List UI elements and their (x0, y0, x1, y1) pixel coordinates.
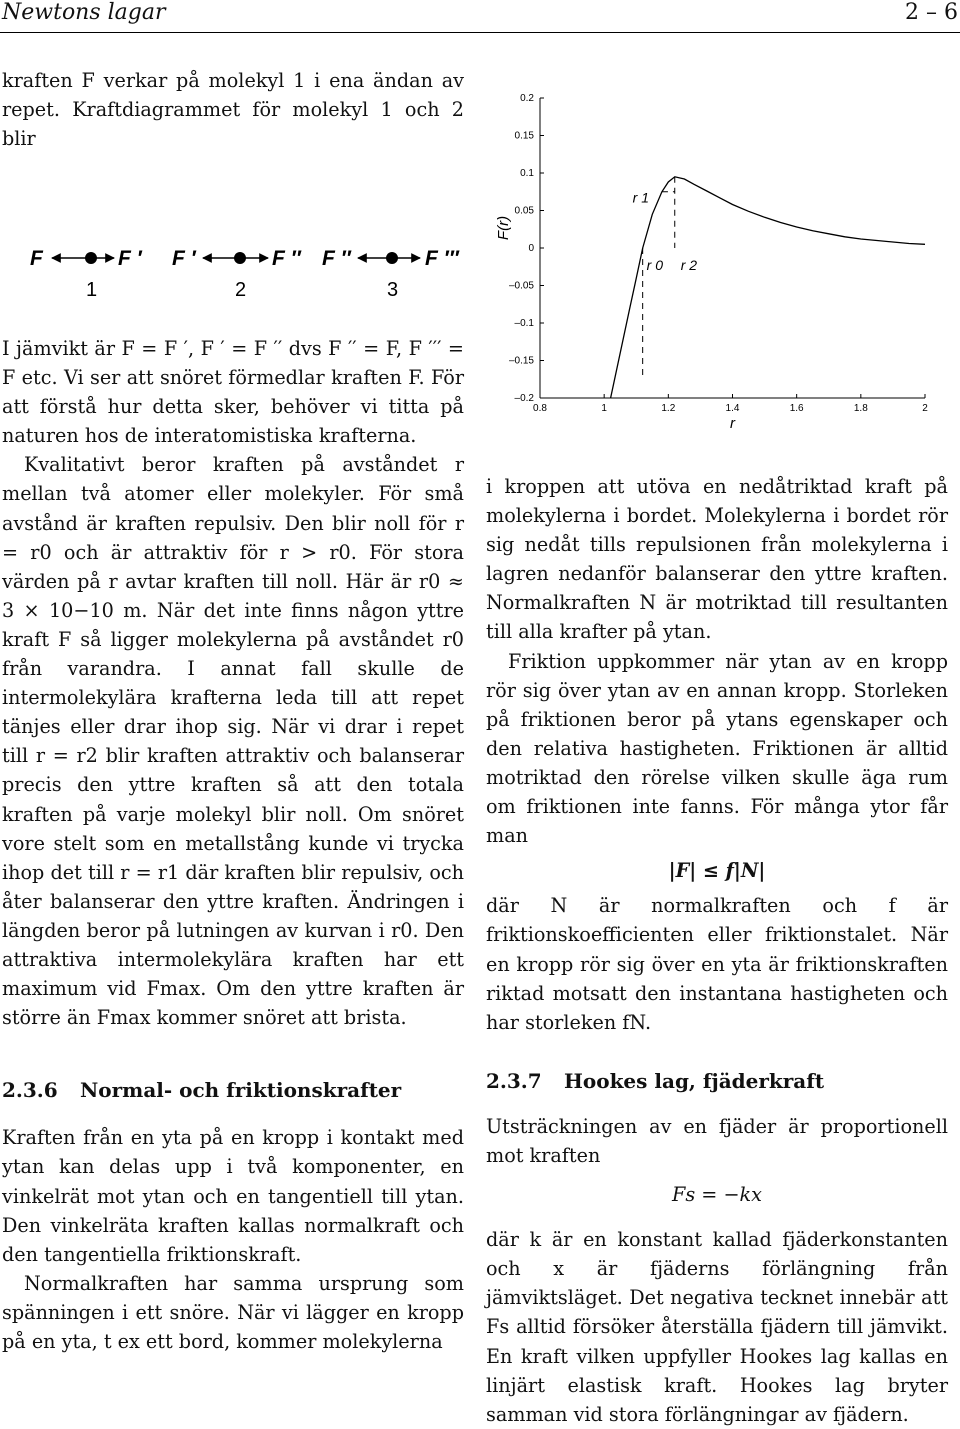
force-curve-line (611, 177, 925, 398)
molecule-2-dot (234, 252, 246, 264)
fbd-num-3: 3 (387, 279, 399, 301)
x-tick-label: 1 (601, 403, 607, 414)
section-title-2: Hookes lag, fjäderkraft (564, 1068, 825, 1093)
y-tick-label: –0.05 (508, 280, 534, 292)
section-title: Normal- och friktionskrafter (80, 1078, 402, 1103)
fbd-num-2: 2 (235, 279, 247, 301)
hooke-explanation-paragraph: där k är en konstant kallad fjäderkonstanten och x är fjäderns förlängning från jämviktsläget. Det negativa tecknet innebär att Fs alltid försöker återställa fjädern till jämvikt. En kraft vilken uppfyller Hookes lag kallas en linjärt elastisk kraft. Hookes lag bryter samman vid stora förlängningar av fjädern. (486, 1228, 948, 1426)
header-rule (0, 32, 960, 33)
y-axis-label: F(r) (495, 215, 512, 241)
left-column (2, 66, 464, 153)
y-tick-label: –0.1 (514, 318, 534, 329)
intro-text: kraften F verkar på molekyl 1 i ena ändan av repet. Kraftdiagrammet för molekyl 1 och 2 blir (2, 69, 464, 151)
hooke-intro-paragraph: Utsträckningen av en fjäder är proportionell mot kraften (486, 1114, 948, 1167)
annotation-r2: r 2 (680, 257, 698, 273)
table-molecules-paragraph: i kroppen att utöva en nedåtriktad kraft på molekylerna i bordet. Molekylerna i bordet rör sig nedåt tills repulsionen från molekylerna i lagren nedanför balanserar den yttre kraften. Normalkraften N är motriktad till resultanten till alla krafter på ytan. (486, 475, 948, 644)
normal-friction-paragraph: Kraften från en yta på en kropp i kontakt med ytan kan delas upp i två komponenter, en vinkelrät mot ytan och en tangentiell till ytan. Den vinkelräta kraften kallas normalkraft och den tangentiella friktionskraft. (2, 1126, 464, 1266)
equilibrium-paragraph: I jämvikt är F = F ′, F ′ = F ′′ dvs F ′′ = F, F ′′′ = F etc. Vi ser att snöret förmedlar kraften F. För att förstå hur detta sker, behöver vi titta på naturen hos de interatomistiska krafterna. (2, 337, 464, 448)
annotation-r1: r 1 (632, 189, 650, 206)
y-tick-label: 0.05 (514, 205, 534, 217)
header-chapter-title: Newtons lagar (2, 0, 166, 25)
force-diagram-svg (0, 240, 470, 310)
fbd-label-F3pp: F ′′ (322, 247, 351, 270)
fbd-label-F2pp: F ′′ (272, 247, 301, 270)
force-curve-svg (490, 80, 958, 440)
normal-force-paragraph: Normalkraften har samma ursprung som spänningen i ett snöre. När vi lägger en kropp på en yta, t ex ett bord, kommer molekylerna (2, 1271, 464, 1353)
section-number-2: 2.3.7 (486, 1068, 542, 1093)
y-tick-label: 0.15 (514, 130, 534, 142)
friction-paragraph: Friktion uppkommer när ytan av en kropp rör sig över ytan av en annan kropp. Storleken på friktionen beror på ytans egenskaper och den relativa hastigheten. Friktionen är alltid motriktad den rörelse vilken skulle äga rum om friktionen inte fanns. För många ytor får man (486, 649, 948, 848)
y-tick-label: 0.1 (520, 168, 534, 179)
left-column-body (2, 334, 464, 1356)
y-tick-label: 0.2 (520, 93, 534, 104)
force-diagram (0, 240, 470, 310)
friction-coefficient-paragraph: där N är normalkraften och f är friktionskoefficienten eller friktionstalet. När en kropp rör sig över en yta är friktionskraften riktad motsatt den instantana hastigheten och har storleken fN. (486, 894, 948, 1034)
x-tick-label: 2 (922, 403, 928, 414)
header-page-number: 2 – 6 (905, 0, 958, 25)
molecule-3-dot (386, 252, 398, 264)
friction-inequality: |F| ≤ f|N| (668, 859, 766, 883)
fbd-label-F2p: F ′ (172, 247, 196, 270)
right-column (486, 472, 948, 1429)
fbd-label-F1: F (30, 247, 43, 270)
y-tick-label: 0 (528, 243, 534, 254)
fbd-num-1: 1 (86, 279, 98, 301)
hooke-formula: Fs = −kx (672, 1183, 762, 1207)
fbd-label-F1p: F ′ (118, 247, 142, 270)
x-tick-label: 1.8 (853, 403, 868, 414)
molecule-1-dot (85, 252, 97, 264)
x-tick-label: 0.8 (533, 403, 547, 414)
page-header (0, 0, 960, 30)
x-tick-label: 1.6 (789, 403, 804, 414)
section-number: 2.3.6 (2, 1078, 58, 1103)
force-curve-chart (490, 80, 958, 440)
x-axis-label: r (730, 415, 735, 432)
section-heading-2-3-7 (486, 1067, 948, 1096)
annotation-r0: r 0 (646, 257, 664, 273)
intro-paragraph (2, 66, 464, 153)
x-tick-label: 1.2 (661, 403, 676, 414)
interatomic-paragraph: Kvalitativt beror kraften på avståndet r mellan två atomer eller molekyler. För små avstånd är kraften repulsiv. Den blir noll för r = r0 och är attraktiv för r > r0. För stora värden på r avtar kraften till noll. Här är r0 ≈ 3 × 10−10 m. När det inte finns någon yttre kraft F så ligger molekylerna på avståndet r0 från varandra. I annat fall skulle de intermolekylära krafterna leda till att repet tänjes eller drar ihop sig. När vi drar i repet till r = r2 blir kraften attraktiv och balanserar precis den yttre kraften så att den totala kraften på varje molekyl blir noll. Om snöret vore stelt som en metallstång kunde vi trycka ihop det till r = r1 där kraften blir repulsiv, och åter balanserar den yttre kraften. Ändringen i längden beror på lutningen av kurvan i r0. Den attraktiva intermolekylära kraften har ett maximum vid Fmax. Om den yttre kraften är större än Fmax kommer snöret att brista. (2, 453, 464, 1030)
x-tick-label: 1.4 (725, 403, 740, 414)
y-tick-label: –0.15 (508, 355, 534, 367)
fbd-label-F3ppp: F ′′′ (425, 247, 459, 270)
section-heading-2-3-6 (2, 1076, 464, 1105)
y-tick-label: –0.2 (514, 393, 534, 404)
